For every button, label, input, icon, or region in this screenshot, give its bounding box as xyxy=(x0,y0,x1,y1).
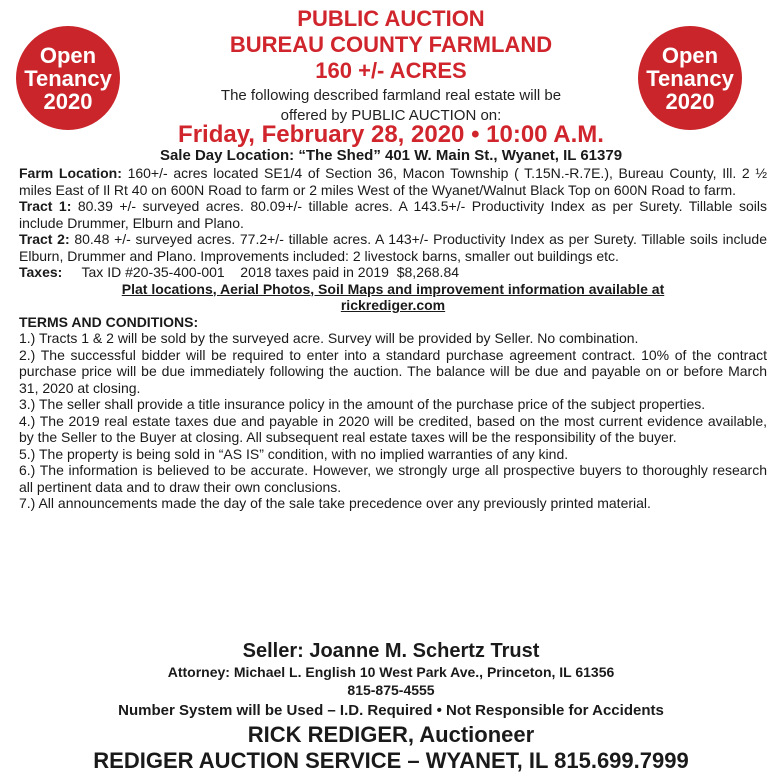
auction-rules: Number System will be Used – I.D. Required • Not Responsible for Accidents xyxy=(118,702,664,719)
terms-item-2: 2.) The successful bidder will be required to enter into a standard purchase agreement contract. 10% of the contract purchase price will be due immediately following the auction. The balance will be due and payable on or before March 31, 2020 at closing. xyxy=(19,346,767,396)
seller-name: Seller: Joanne M. Schertz Trust xyxy=(242,640,540,662)
farm-location-text: 160+/- acres located SE1/4 of Section 36, Macon Township ( T.15N.-R.7E.), Bureau County, Ill. 2 ½ miles East of Il Rt 40 on 600N Road to farm or 2 miles West of the Wyanet/Walnut Black Top on 600N Road to farm. xyxy=(19,165,768,198)
tract-2-text: 80.48 +/- surveyed acres. 77.2+/- tillable acres. A 143+/- Productivity Index as per Surety. Tillable soils include Elburn, Drummer and Plano. Improvements included: 2 livestock barns, smaller out buildings etc. xyxy=(19,231,767,264)
info-website: rickrediger.com xyxy=(340,297,446,313)
attorney-info: Attorney: Michael L. English 10 West Park Ave., Princeton, IL 61356 xyxy=(167,664,615,680)
auction-details xyxy=(19,165,767,512)
badge-line-1: Open xyxy=(661,42,719,68)
tract-2-label: Tract 2: xyxy=(19,231,70,247)
badge-line-2: Tenancy xyxy=(24,65,112,91)
sale-date: Friday, February 28, 2020 • 10:00 A.M. xyxy=(178,121,604,148)
badge-line-1: Open xyxy=(39,42,97,68)
terms-item-5: 5.) The property is being sold in “AS IS” condition, with no implied warranties of any kind. xyxy=(19,445,569,462)
tract-1-text: 80.39 +/- surveyed acres. 80.09+/- tillable acres. A 143.5+/- Productivity Index as per Surety. Tillable soils include Drummer, Elburn and Plano. xyxy=(19,198,767,231)
farm-location xyxy=(19,165,767,198)
terms-heading: TERMS AND CONDITIONS: xyxy=(19,313,199,330)
header-acres: 160 +/- ACRES xyxy=(315,58,467,83)
terms-item-7: 7.) All announcements made the day of the sale take precedence over any previously printed material. xyxy=(19,495,651,511)
tract-1-label: Tract 1: xyxy=(19,198,72,214)
auction-service: REDIGER AUCTION SERVICE – WYANET, IL 815.699.7999 xyxy=(93,748,689,773)
tract-1 xyxy=(19,198,767,231)
header-title: PUBLIC AUCTION xyxy=(297,6,485,31)
taxes-text: Tax ID #20-35-400-001 2018 taxes paid in 2019 $8,268.84 xyxy=(62,264,460,280)
badge-line-2: Tenancy xyxy=(646,65,734,91)
header-intro-2: offered by PUBLIC AUCTION on: xyxy=(280,107,502,124)
terms-item-1: 1.) Tracts 1 & 2 will be sold by the surveyed acre. Survey will be provided by Seller. No combination. xyxy=(19,330,639,346)
sale-location: Sale Day Location: “The Shed” 401 W. Main St., Wyanet, IL 61379 xyxy=(159,147,623,164)
tract-2 xyxy=(19,231,767,264)
badge-line-3: 2020 xyxy=(43,88,93,114)
auction-header xyxy=(150,6,632,124)
open-tenancy-badge-left xyxy=(16,26,120,130)
open-tenancy-badge-right xyxy=(638,26,742,130)
farm-location-label: Farm Location: xyxy=(19,165,122,181)
taxes-label: Taxes: xyxy=(19,264,63,280)
header-intro-1: The following described farmland real estate will be xyxy=(220,87,562,104)
attorney-phone: 815-875-4555 xyxy=(347,682,435,698)
terms-item-6: 6.) The information is believed to be accurate. However, we strongly urge all prospective buyers to thoroughly research all pertinent data and to draw their own conclusions. xyxy=(19,462,767,495)
auctioneer-name: RICK REDIGER, Auctioneer xyxy=(247,722,535,747)
badge-line-3: 2020 xyxy=(665,88,715,114)
terms-item-3: 3.) The seller shall provide a title insurance policy in the amount of the purchase price of the subject properties. xyxy=(19,396,706,412)
header-subtitle: BUREAU COUNTY FARMLAND xyxy=(229,32,553,57)
info-line-1: Plat locations, Aerial Photos, Soil Maps and improvement information available at xyxy=(121,280,665,297)
taxes xyxy=(19,264,767,281)
terms-item-4: 4.) The 2019 real estate taxes due and payable in 2020 will be credited, based on the most current evidence available, by the Seller to the Buyer at closing. All subsequent real estate taxes will be the responsibility of the buyer. xyxy=(19,412,767,445)
